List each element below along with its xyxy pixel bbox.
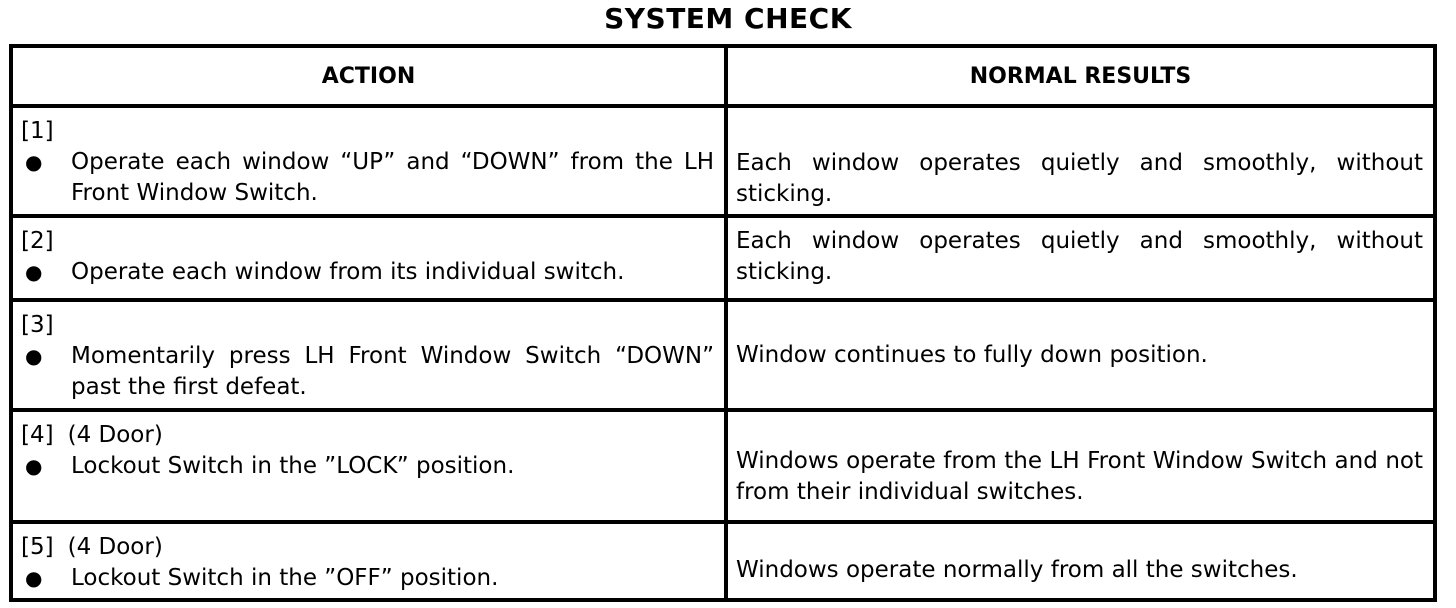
action-text: Lockout Switch in the ”LOCK” position. [71, 453, 515, 479]
result-header: NORMAL RESULTS [969, 63, 1192, 89]
action-header-cell [13, 48, 728, 108]
table-row-result [728, 218, 1433, 302]
result-text: Windows operate from the LH Front Window Switch and not from their individual switches. [736, 448, 1423, 505]
table-row-action [13, 524, 728, 598]
table-row-result [728, 412, 1433, 524]
action-header: ACTION [321, 63, 416, 89]
step-number: [2] [21, 228, 54, 254]
table-row-result [728, 302, 1433, 412]
bullet-icon: ● [25, 454, 43, 478]
step-number: [4] [21, 422, 54, 448]
table-row-action [13, 412, 728, 524]
bullet-icon: ● [25, 344, 43, 368]
table-row-action [13, 218, 728, 302]
step-number: [5] [21, 534, 54, 560]
action-text: Operate each window from its individual switch. [71, 259, 625, 285]
table-row-action [13, 302, 728, 412]
result-text: Each window operates quietly and smoothly, without sticking. [736, 150, 1423, 207]
step-qualifier: (4 Door) [67, 422, 163, 448]
step-qualifier: (4 Door) [67, 534, 163, 560]
page-title: SYSTEM CHECK [604, 2, 852, 35]
action-text: Operate each window “UP” and “DOWN” from the LH Front Window Switch. [71, 149, 714, 206]
step-number: [1] [21, 118, 54, 144]
action-text: Momentarily press LH Front Window Switch “DOWN” past the first defeat. [71, 343, 714, 400]
table-row-action [13, 108, 728, 218]
table-row-result [728, 524, 1433, 598]
action-text: Lockout Switch in the ”OFF” position. [71, 565, 499, 591]
system-check-table [9, 44, 1437, 602]
step-number: [3] [21, 312, 54, 338]
result-text: Window continues to fully down position. [736, 341, 1208, 368]
bullet-icon: ● [25, 260, 43, 284]
table-row-result [728, 108, 1433, 218]
result-text: Each window operates quietly and smoothly, without sticking. [736, 228, 1423, 285]
bullet-icon: ● [25, 566, 43, 590]
bullet-icon: ● [25, 150, 43, 174]
result-text: Windows operate normally from all the switches. [736, 557, 1298, 583]
result-header-cell [728, 48, 1433, 108]
